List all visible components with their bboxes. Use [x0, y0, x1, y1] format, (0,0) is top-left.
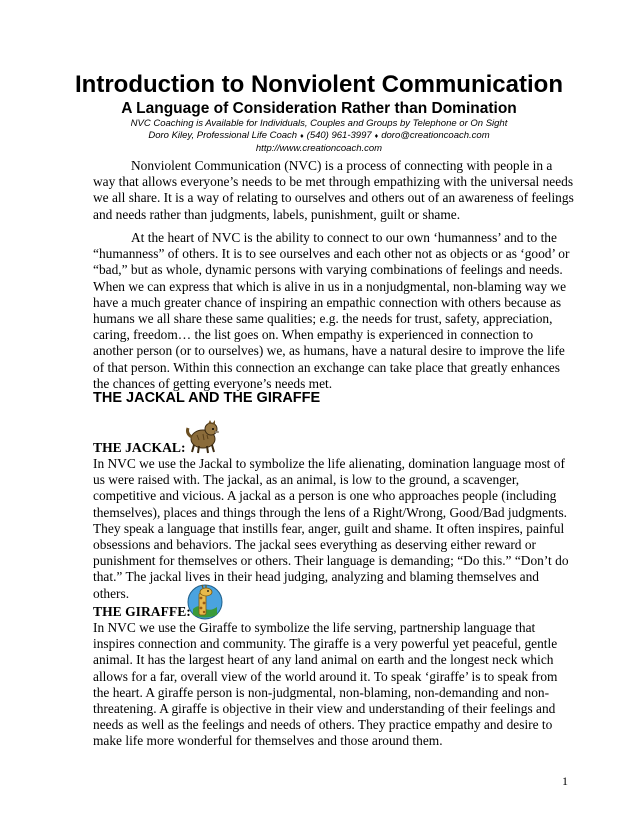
- giraffe-heading: THE GIRAFFE:: [93, 604, 191, 619]
- page-number: 1: [562, 774, 568, 788]
- document-subtitle: A Language of Consideration Rather than Domination: [121, 100, 517, 117]
- diamond-separator-icon: ♦: [300, 133, 304, 140]
- document-header: [60, 70, 578, 155]
- section-heading: THE JACKAL AND THE GIRAFFE: [93, 390, 321, 406]
- giraffe-description: In NVC we use the Giraffe to symbolize the life serving, partnership language that inspires connection and community. The giraffe is a very powerful yet peaceful, gentle animal. It has the largest heart of any land animal on earth and the longest neck which allows for a far, overall view of the world around it. To speak ‘giraffe’ is to speak from the heart. A giraffe person is non-judgmental, non-blaming, non-demanding and non-threatening. A giraffe is objective in their view and understanding of their feelings and needs as well as the feelings and needs of others. They practice empathy and desire to make life more wonderful for themselves and those around them.: [93, 620, 558, 749]
- contact-line: [60, 130, 578, 143]
- giraffe-icon: [186, 584, 224, 620]
- website-link[interactable]: http://www.creationcoach.com: [255, 143, 383, 154]
- coaching-note: NVC Coaching is Available for Individuals, Couples and Groups by Telephone or On Sight: [130, 118, 508, 129]
- jackal-icon: [185, 420, 221, 454]
- heart-of-nvc-paragraph: At the heart of NVC is the ability to connect to our own ‘humanness’ and to the “humanness” of others. It is to see ourselves and each other not as objects or as ‘good’ or “bad,” but as whole, dynamic persons with varying combinations of feelings and needs. When we can express that which is alive in us in a nonjudgmental, non-blaming way we have a much greater chance of inspiring an empathic connection with others because as humans we all share these same qualities; e.g. the needs for trust, safety, appreciation, caring, freedom… the list goes on. When empathy is experienced in connection to another person (or to ourselves) we, as humans, have a natural desire to improve the life of that person. Within this connection an exchange can take place that greatly enhances the chances of getting everyone’s needs met.: [93, 230, 570, 391]
- contact-email: doro@creationcoach.com: [381, 130, 490, 141]
- contact-phone: (540) 961-3997: [306, 130, 372, 141]
- document-title: Introduction to Nonviolent Communication: [75, 71, 563, 98]
- diamond-separator-icon: ♦: [374, 133, 379, 140]
- intro-paragraph: Nonviolent Communication (NVC) is a process of connecting with people in a way that allows everyone’s needs to be met through empathizing with the universal needs we all share. It is a way of relating to ourselves and others out of an awareness of feelings and needs rather than judgments, labels, punishment, guilt or shame.: [93, 158, 574, 222]
- contact-name: Doro Kiley, Professional Life Coach: [148, 130, 298, 141]
- jackal-description: In NVC we use the Jackal to symbolize the life alienating, domination language most of us were raised with. The jackal, as an animal, is low to the ground, a scavenger, competitive and vicious. A jackal as a person is one who approaches people (including themselves), places and things through the lens of a Right/Wrong, Good/Bad judgments. They speak a language that instills fear, anger, guilt and shame. It often inspires, painful obsessions and behaviors. The jackal sees everything as deserving either reward or punishment for themselves or others. Their language is demanding; “Do this.” “Don’t do that.” The jackal lives in their head judging, analyzing and blaming themselves and others.: [93, 456, 569, 601]
- jackal-heading: THE JACKAL:: [93, 440, 186, 455]
